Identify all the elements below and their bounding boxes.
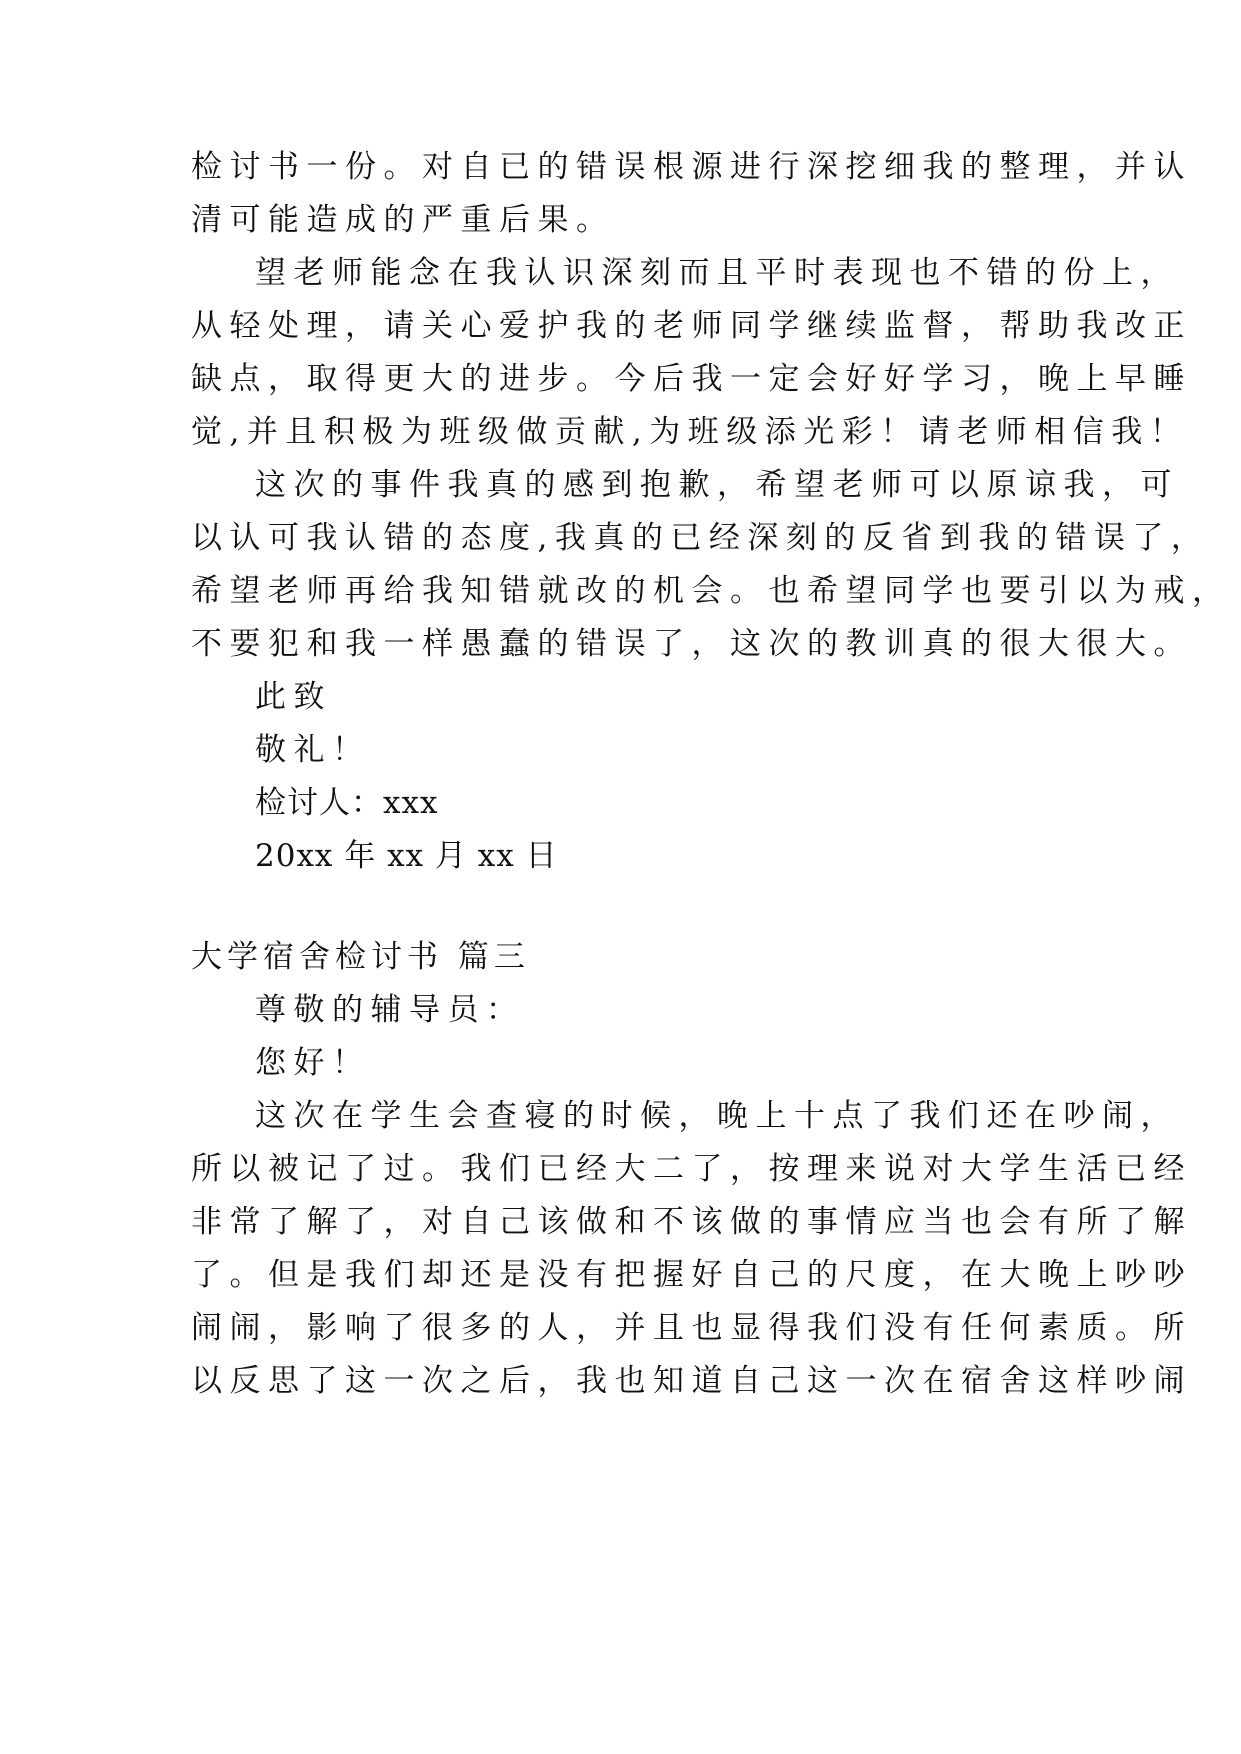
paragraph-2-line-4: 觉,并且积极为班级做贡献,为班级添光彩！请老师相信我！ <box>191 414 1189 450</box>
paragraph-3-line-1: 这次的事件我真的感到抱歉，希望老师可以原谅我，可 <box>255 467 1179 503</box>
greeting: 您好！ <box>255 1045 371 1081</box>
paragraph-3-line-2: 以认可我认错的态度,我真的已经深刻的反省到我的错误了， <box>191 520 1210 556</box>
paragraph-2-line-3: 缺点，取得更大的进步。今后我一定会好好学习，晚上早睡 <box>191 361 1192 397</box>
paragraph-4-line-1: 这次在学生会查寝的时候，晚上十点了我们还在吵闹， <box>255 1098 1179 1134</box>
document-page <box>191 0 1231 1754</box>
paragraph-3-line-4: 不要犯和我一样愚蠢的错误了，这次的教训真的很大很大。 <box>191 626 1192 662</box>
date-line: 20xx 年 xx 月 xx 日 <box>255 838 558 874</box>
paragraph-4-line-4: 了。但是我们却还是没有把握好自己的尺度，在大晚上吵吵 <box>191 1257 1192 1293</box>
paragraph-4-line-5: 闹闹，影响了很多的人，并且也显得我们没有任何素质。所 <box>191 1310 1192 1346</box>
section-title: 大学宿舍检讨书 篇三 <box>191 939 530 975</box>
salutation: 尊敬的辅导员： <box>255 992 525 1028</box>
paragraph-2-line-1: 望老师能念在我认识深刻而且平时表现也不错的份上， <box>255 255 1179 291</box>
paragraph-1-line-1: 检讨书一份。对自已的错误根源进行深挖细我的整理，并认 <box>191 149 1192 185</box>
paragraph-1-line-2: 清可能造成的严重后果。 <box>191 202 615 238</box>
paragraph-4-line-6: 以反思了这一次之后，我也知道自己这一次在宿舍这样吵闹 <box>191 1363 1192 1399</box>
closing-line-2: 敬礼！ <box>255 732 371 768</box>
signer-line: 检讨人：xxx <box>255 785 439 821</box>
paragraph-3-line-3: 希望老师再给我知错就改的机会。也希望同学也要引以为戒， <box>191 573 1231 609</box>
paragraph-4-line-2: 所以被记了过。我们已经大二了，按理来说对大学生活已经 <box>191 1151 1192 1187</box>
paragraph-4-line-3: 非常了解了，对自己该做和不该做的事情应当也会有所了解 <box>191 1204 1192 1240</box>
paragraph-2-line-2: 从轻处理，请关心爱护我的老师同学继续监督，帮助我改正 <box>191 308 1192 344</box>
closing-line-1: 此致 <box>255 679 332 715</box>
